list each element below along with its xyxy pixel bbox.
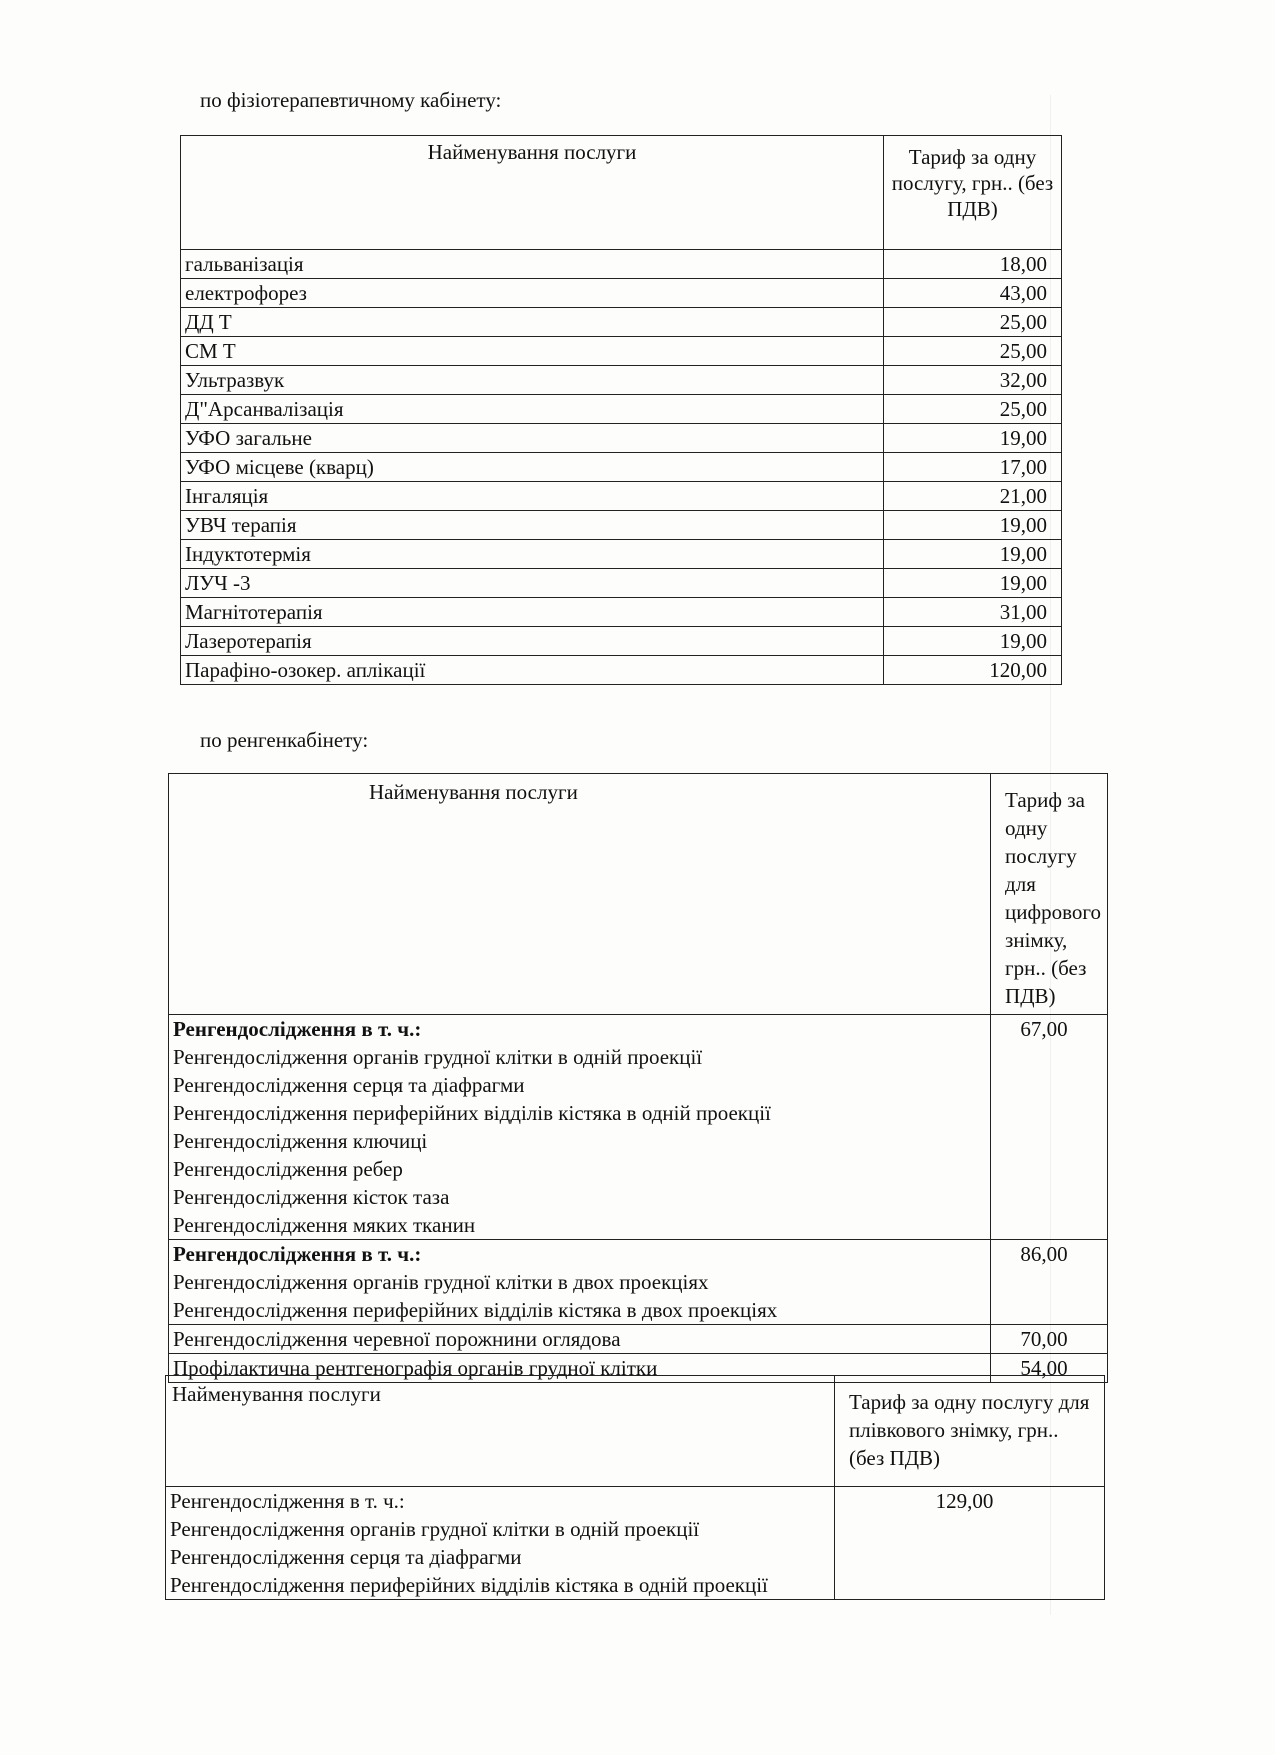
- service-price: 25,00: [884, 308, 1062, 337]
- service-item: Ренгендослідження мяких тканин: [173, 1213, 476, 1237]
- service-name: ЛУЧ -3: [181, 569, 884, 598]
- service-item: Ренгендослідження черевної порожнини оглядова: [173, 1327, 621, 1351]
- service-price: 25,00: [884, 337, 1062, 366]
- table-row: [169, 1325, 1108, 1354]
- service-name: електрофорез: [181, 279, 884, 308]
- table-row: [181, 569, 1062, 598]
- service-group-title: Ренгендослідження в т. ч.:: [173, 1017, 422, 1041]
- service-item: Ренгендослідження серця та діафрагми: [170, 1545, 522, 1569]
- table-row: [166, 1487, 1105, 1600]
- table-row: [181, 279, 1062, 308]
- service-price: 19,00: [884, 627, 1062, 656]
- service-price: 17,00: [884, 453, 1062, 482]
- service-name: УФО місцеве (кварц): [181, 453, 884, 482]
- table-row: [181, 482, 1062, 511]
- service-price: 86,00: [991, 1240, 1108, 1325]
- service-group: [169, 1240, 991, 1325]
- table-row: [181, 627, 1062, 656]
- service-item: Ренгендослідження кісток таза: [173, 1185, 450, 1209]
- service-item: Ренгендослідження ключиці: [173, 1129, 428, 1153]
- service-price: 19,00: [884, 511, 1062, 540]
- table-row: [181, 308, 1062, 337]
- service-name: Лазеротерапія: [181, 627, 884, 656]
- header-tariff: Тариф за одну послугу, грн.. (без ПДВ): [884, 136, 1062, 250]
- table-row: [181, 540, 1062, 569]
- table-row: [181, 656, 1062, 685]
- service-name: СМ Т: [181, 337, 884, 366]
- service-item: Ренгендослідження органів грудної клітки в одній проекції: [170, 1517, 700, 1541]
- service-price: 70,00: [991, 1325, 1108, 1354]
- service-name: Магнітотерапія: [181, 598, 884, 627]
- service-name: Індуктотермія: [181, 540, 884, 569]
- service-name: УВЧ терапія: [181, 511, 884, 540]
- table-row: [181, 366, 1062, 395]
- service-item: Ренгендослідження периферійних відділів кістяка в одній проекції: [170, 1573, 768, 1597]
- service-name: Парафіно-озокер. аплікації: [181, 656, 884, 685]
- xray-digital-tariff-table: [168, 773, 1108, 1383]
- service-name: Ультразвук: [181, 366, 884, 395]
- service-name: гальванізація: [181, 250, 884, 279]
- service-price: 120,00: [884, 656, 1062, 685]
- service-group: [169, 1015, 991, 1240]
- header-service-name: Найменування послуги: [169, 774, 991, 1015]
- table-row: [181, 424, 1062, 453]
- service-group-title: Ренгендослідження в т. ч.:: [173, 1242, 422, 1266]
- service-name: ДД Т: [181, 308, 884, 337]
- xray-film-tariff-table: [165, 1375, 1105, 1600]
- service-name: Інгаляція: [181, 482, 884, 511]
- service-price: 19,00: [884, 424, 1062, 453]
- header-service-name: Найменування послуги: [166, 1376, 835, 1487]
- service-group: [166, 1487, 835, 1600]
- table-row: [181, 337, 1062, 366]
- service-price: 31,00: [884, 598, 1062, 627]
- service-name: Д"Арсанвалізація: [181, 395, 884, 424]
- service-price: 25,00: [884, 395, 1062, 424]
- service-price: 21,00: [884, 482, 1062, 511]
- service-group: [169, 1325, 991, 1354]
- header-service-name: Найменування послуги: [181, 136, 884, 250]
- physio-tariff-table: [180, 135, 1062, 685]
- service-group-title: Ренгендослідження в т. ч.:: [170, 1489, 405, 1513]
- table-row: [181, 511, 1062, 540]
- table-row: [181, 250, 1062, 279]
- table-row: [181, 395, 1062, 424]
- service-price: 54,00: [991, 1354, 1108, 1383]
- service-item: Ренгендослідження периферійних відділів кістяка в одній проекції: [173, 1101, 771, 1125]
- service-price: 19,00: [884, 569, 1062, 598]
- table-row: [181, 453, 1062, 482]
- physio-caption: по фізіотерапевтичному кабінету:: [200, 88, 502, 112]
- xray-caption: по ренгенкабінету:: [200, 728, 369, 752]
- service-item: Ренгендослідження органів грудної клітки в двох проекціях: [173, 1270, 709, 1294]
- service-name: УФО загальне: [181, 424, 884, 453]
- table-row: [169, 1015, 1108, 1240]
- service-item: Ренгендослідження органів грудної клітки в одній проекції: [173, 1045, 703, 1069]
- service-item: Ренгендослідження серця та діафрагми: [173, 1073, 525, 1097]
- table-row: [169, 1240, 1108, 1325]
- service-item: Ренгендослідження ребер: [173, 1157, 403, 1181]
- header-tariff: Тариф за одну послугу для плівкового знімку, грн.. (без ПДВ): [835, 1376, 1105, 1487]
- service-price: 18,00: [884, 250, 1062, 279]
- service-item: Ренгендослідження периферійних відділів кістяка в двох проекціях: [173, 1298, 778, 1322]
- header-tariff: Тариф за одну послугу для цифрового знімку, грн.. (без ПДВ): [991, 774, 1108, 1015]
- service-price: 32,00: [884, 366, 1062, 395]
- service-price: 43,00: [884, 279, 1062, 308]
- service-price: 129,00: [835, 1487, 1105, 1600]
- service-price: 67,00: [991, 1015, 1108, 1240]
- table-row: [181, 598, 1062, 627]
- service-item: Профілактична рентгенографія органів грудної клітки: [173, 1356, 658, 1380]
- service-price: 19,00: [884, 540, 1062, 569]
